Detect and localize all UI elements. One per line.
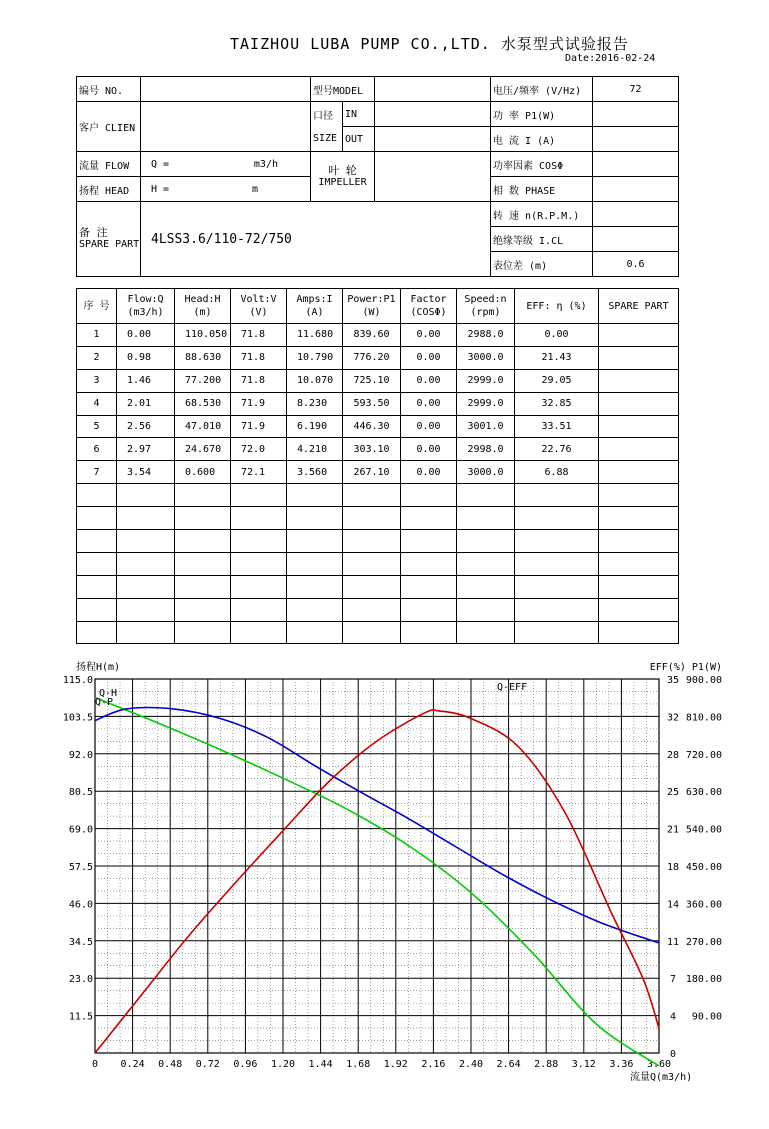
insulation-value xyxy=(593,227,679,252)
table-cell: 0.00 xyxy=(401,415,457,438)
y-eff-tick-label: 21 xyxy=(666,824,680,836)
table-cell xyxy=(287,575,343,598)
model-label: 型号MODEL xyxy=(311,77,375,102)
gauge-value: 0.6 xyxy=(593,252,679,277)
table-cell: 0.00 xyxy=(401,346,457,369)
x-tick-label: 3.36 xyxy=(609,1059,634,1070)
table-cell xyxy=(77,552,117,575)
y-eff-tick-label: 14 xyxy=(666,899,680,911)
table-cell xyxy=(77,598,117,621)
table-cell: 72.0 xyxy=(231,438,287,461)
pf-label: 功率因素 COSΦ xyxy=(491,152,593,177)
y-power-tick-label: 90.00 xyxy=(691,1011,722,1023)
x-tick-label: 2.40 xyxy=(458,1059,484,1070)
table-cell xyxy=(599,415,679,438)
x-tick-label: 1.20 xyxy=(270,1059,296,1070)
curve-label-head: Q-H xyxy=(99,688,118,699)
table-cell xyxy=(457,621,515,644)
y-eff-tick-label: 32 xyxy=(666,712,680,724)
table-cell xyxy=(117,484,175,507)
table-cell: 68.530 xyxy=(175,392,231,415)
head-label: 扬程 HEAD xyxy=(77,177,141,202)
remarks-label xyxy=(77,202,141,277)
y-power-tick-label: 540.00 xyxy=(685,824,722,836)
x-tick-label: 1.44 xyxy=(308,1059,333,1070)
y-power-tick-label: 450.00 xyxy=(685,862,722,873)
table-cell xyxy=(457,575,515,598)
table-cell: 77.200 xyxy=(175,369,231,392)
y-right-label: EFF(%) P1(W) xyxy=(649,662,722,673)
report-title: TAIZHOU LUBA PUMP CO.,LTD. 水泵型式试验报告 xyxy=(230,35,629,53)
table-cell: 33.51 xyxy=(515,415,599,438)
info-table xyxy=(76,76,679,277)
table-cell xyxy=(77,621,117,644)
table-cell: 2998.0 xyxy=(457,438,515,461)
col-header: Factor (COSΦ) xyxy=(401,289,457,324)
table-cell xyxy=(599,438,679,461)
table-cell: 839.60 xyxy=(343,324,401,347)
speed-value xyxy=(593,202,679,227)
y-power-tick-label: 270.00 xyxy=(685,936,722,948)
empty-row xyxy=(77,530,679,553)
table-cell xyxy=(457,530,515,553)
table-cell xyxy=(287,530,343,553)
no-value xyxy=(141,77,311,102)
gauge-label: 表位差 (m) xyxy=(491,252,593,277)
table-header-row xyxy=(77,289,679,324)
x-tick-label: 2.88 xyxy=(534,1059,559,1070)
table-cell: 1.46 xyxy=(117,369,175,392)
table-row xyxy=(77,438,679,461)
empty-row xyxy=(77,484,679,507)
table-cell: 3001.0 xyxy=(457,415,515,438)
y-eff-tick-label: 18 xyxy=(666,862,680,873)
table-cell: 0.00 xyxy=(515,324,599,347)
table-cell xyxy=(343,552,401,575)
x-tick-label: 3.60 xyxy=(646,1059,672,1070)
table-cell xyxy=(287,598,343,621)
impeller-value xyxy=(375,152,491,202)
y-eff-tick-label: 4 xyxy=(669,1011,677,1023)
y-power-tick-label: 900.00 xyxy=(685,675,722,686)
table-cell: 1 xyxy=(77,324,117,347)
y-left-tick-label: 34.5 xyxy=(68,936,93,948)
y-eff-tick-label: 28 xyxy=(666,749,680,761)
col-header: SPARE PART xyxy=(599,289,679,324)
table-cell xyxy=(175,484,231,507)
table-cell: 776.20 xyxy=(343,346,401,369)
current-label: 电 流 I (A) xyxy=(491,127,593,152)
table-cell xyxy=(287,484,343,507)
table-cell: 2999.0 xyxy=(457,392,515,415)
table-cell xyxy=(401,507,457,530)
table-cell xyxy=(401,530,457,553)
table-cell xyxy=(343,484,401,507)
remarks-label-bottom: SPARE PART xyxy=(79,239,140,250)
model-value xyxy=(375,77,491,102)
table-cell xyxy=(175,530,231,553)
table-cell: 71.9 xyxy=(231,415,287,438)
table-cell: 0.00 xyxy=(117,324,175,347)
table-cell xyxy=(77,530,117,553)
table-cell: 71.9 xyxy=(231,392,287,415)
table-cell: 10.070 xyxy=(287,369,343,392)
curve-label-eff: Q-EFF xyxy=(497,682,528,693)
table-cell: 725.10 xyxy=(343,369,401,392)
table-cell: 2.97 xyxy=(117,438,175,461)
table-cell xyxy=(117,575,175,598)
table-cell xyxy=(231,552,287,575)
table-cell: 10.790 xyxy=(287,346,343,369)
x-tick-label: 2.64 xyxy=(496,1059,521,1070)
table-cell xyxy=(515,552,599,575)
y-eff-tick-label: 25 xyxy=(666,787,680,799)
table-cell xyxy=(175,552,231,575)
table-cell: 3.54 xyxy=(117,461,175,484)
y-power-tick-label: 180.00 xyxy=(685,974,722,986)
table-cell: 2999.0 xyxy=(457,369,515,392)
client-label: 客户 CLIEN xyxy=(77,102,141,152)
insulation-label: 绝缘等级 I.CL xyxy=(491,227,593,252)
flow-symbol: Q = xyxy=(151,158,170,170)
table-cell: 71.8 xyxy=(231,369,287,392)
table-cell xyxy=(515,575,599,598)
table-cell: 2988.0 xyxy=(457,324,515,347)
table-row xyxy=(77,461,679,484)
pf-value xyxy=(593,152,679,177)
table-cell: 0.00 xyxy=(401,438,457,461)
table-cell: 267.10 xyxy=(343,461,401,484)
table-cell: 2 xyxy=(77,346,117,369)
x-tick-label: 0.48 xyxy=(158,1059,183,1070)
out-label: OUT xyxy=(343,127,375,152)
table-cell xyxy=(457,484,515,507)
table-cell xyxy=(77,575,117,598)
table-cell: 11.680 xyxy=(287,324,343,347)
speed-label: 转 速 n(R.P.M.) xyxy=(491,202,593,227)
curve-label-power: Q-P xyxy=(95,697,114,708)
table-cell xyxy=(287,621,343,644)
table-cell xyxy=(231,507,287,530)
head-symbol: H = xyxy=(151,183,170,195)
table-cell: 6.190 xyxy=(287,415,343,438)
y-power-tick-label: 360.00 xyxy=(685,899,722,911)
remarks-value: 4LSS3.6/110-72/750 xyxy=(141,202,491,277)
table-cell xyxy=(117,507,175,530)
no-label: 编号 NO. xyxy=(77,77,141,102)
table-cell xyxy=(175,575,231,598)
table-cell xyxy=(599,346,679,369)
y-eff-tick-label: 11 xyxy=(666,936,680,948)
x-tick-label: 1.92 xyxy=(383,1059,408,1070)
in-value xyxy=(375,102,491,127)
table-cell xyxy=(515,507,599,530)
table-cell xyxy=(175,598,231,621)
phase-value xyxy=(593,177,679,202)
table-cell: 2.01 xyxy=(117,392,175,415)
flow-label: 流量 FLOW xyxy=(77,152,141,177)
x-tick-label: 0.96 xyxy=(233,1059,258,1070)
table-cell xyxy=(343,598,401,621)
empty-row xyxy=(77,507,679,530)
y-eff-tick-label: 35 xyxy=(666,675,680,686)
table-cell xyxy=(401,552,457,575)
head-unit: m xyxy=(251,183,258,195)
table-cell: 8.230 xyxy=(287,392,343,415)
table-row xyxy=(77,324,679,347)
y-left-tick-label: 103.5 xyxy=(62,712,93,724)
table-cell xyxy=(231,621,287,644)
table-cell xyxy=(343,621,401,644)
table-cell xyxy=(343,507,401,530)
test-data-table xyxy=(76,288,679,644)
flow-field xyxy=(141,152,311,177)
table-cell: 4 xyxy=(77,392,117,415)
remarks-label-top: 备 注 xyxy=(79,226,108,239)
size-label-top: 口径 xyxy=(311,102,343,127)
power-value xyxy=(593,102,679,127)
table-cell: 3000.0 xyxy=(457,461,515,484)
table-cell: 32.85 xyxy=(515,392,599,415)
table-cell xyxy=(515,530,599,553)
table-cell xyxy=(77,507,117,530)
table-cell: 303.10 xyxy=(343,438,401,461)
y-left-tick-label: 115.0 xyxy=(62,675,93,686)
table-cell xyxy=(231,484,287,507)
table-cell xyxy=(515,621,599,644)
table-cell: 2.56 xyxy=(117,415,175,438)
table-cell xyxy=(401,484,457,507)
table-cell: 0.00 xyxy=(401,461,457,484)
table-cell xyxy=(599,369,679,392)
table-cell: 47.010 xyxy=(175,415,231,438)
y-eff-tick-label: 7 xyxy=(669,974,677,986)
y-left-tick-label: 57.5 xyxy=(68,862,93,873)
table-cell: 72.1 xyxy=(231,461,287,484)
y-left-tick-label: 11.5 xyxy=(68,1011,93,1023)
table-cell: 3 xyxy=(77,369,117,392)
table-cell xyxy=(599,484,679,507)
table-cell xyxy=(117,552,175,575)
table-cell xyxy=(457,598,515,621)
table-cell: 24.670 xyxy=(175,438,231,461)
voltage-value: 72 xyxy=(593,77,679,102)
table-cell xyxy=(457,552,515,575)
y-left-tick-label: 46.0 xyxy=(68,899,93,911)
x-tick-label: 2.16 xyxy=(421,1059,446,1070)
x-tick-label: 0.72 xyxy=(195,1059,220,1070)
col-header: Volt:V (V) xyxy=(231,289,287,324)
empty-row xyxy=(77,598,679,621)
col-header: Amps:I (A) xyxy=(287,289,343,324)
power-label: 功 率 P1(W) xyxy=(491,102,593,127)
table-cell xyxy=(287,552,343,575)
col-header: Speed:n (rpm) xyxy=(457,289,515,324)
table-cell xyxy=(401,598,457,621)
col-header: 序 号 xyxy=(77,289,117,324)
table-cell xyxy=(401,621,457,644)
size-label-bottom: SIZE xyxy=(311,127,343,152)
current-value xyxy=(593,127,679,152)
table-cell xyxy=(117,621,175,644)
table-cell xyxy=(231,598,287,621)
table-cell xyxy=(515,484,599,507)
table-cell xyxy=(599,552,679,575)
col-header: Power:P1 (W) xyxy=(343,289,401,324)
table-cell: 4.210 xyxy=(287,438,343,461)
table-cell xyxy=(599,530,679,553)
x-tick-label: 1.68 xyxy=(346,1059,371,1070)
table-cell: 0.00 xyxy=(401,369,457,392)
table-cell xyxy=(343,530,401,553)
x-tick-label: 3.12 xyxy=(571,1059,596,1070)
table-cell xyxy=(457,507,515,530)
y-left-tick-label: 92.0 xyxy=(68,749,93,761)
table-cell: 6.88 xyxy=(515,461,599,484)
head-field xyxy=(141,177,311,202)
empty-row xyxy=(77,575,679,598)
table-cell: 71.8 xyxy=(231,324,287,347)
table-cell: 7 xyxy=(77,461,117,484)
client-value xyxy=(141,102,311,152)
table-cell xyxy=(515,598,599,621)
y-eff-tick-label: 0 xyxy=(669,1049,677,1060)
table-cell xyxy=(599,621,679,644)
table-cell xyxy=(231,575,287,598)
table-row xyxy=(77,415,679,438)
table-cell: 110.050 xyxy=(175,324,231,347)
table-cell: 593.50 xyxy=(343,392,401,415)
table-row xyxy=(77,346,679,369)
y-power-tick-label: 810.00 xyxy=(685,712,722,724)
table-cell: 6 xyxy=(77,438,117,461)
table-cell xyxy=(599,392,679,415)
table-row xyxy=(77,369,679,392)
x-tick-label: 0 xyxy=(91,1059,99,1070)
table-cell xyxy=(599,598,679,621)
x-label: 流量Q(m3/h) xyxy=(630,1072,693,1083)
table-cell: 88.630 xyxy=(175,346,231,369)
table-cell: 3000.0 xyxy=(457,346,515,369)
impeller-label-top: 叶 轮 xyxy=(328,163,357,177)
table-cell xyxy=(599,324,679,347)
performance-chart xyxy=(0,659,769,1129)
col-header: EFF: η (%) xyxy=(515,289,599,324)
y-left-label: 扬程H(m) xyxy=(76,662,121,673)
table-cell: 5 xyxy=(77,415,117,438)
table-cell: 29.05 xyxy=(515,369,599,392)
table-cell xyxy=(231,530,287,553)
empty-row xyxy=(77,621,679,644)
table-row xyxy=(77,392,679,415)
table-cell xyxy=(117,530,175,553)
empty-row xyxy=(77,552,679,575)
table-cell: 0.600 xyxy=(175,461,231,484)
table-cell xyxy=(343,575,401,598)
table-cell xyxy=(175,507,231,530)
col-header: Head:H (m) xyxy=(175,289,231,324)
table-cell xyxy=(287,507,343,530)
table-cell: 3.560 xyxy=(287,461,343,484)
table-cell: 21.43 xyxy=(515,346,599,369)
table-cell xyxy=(401,575,457,598)
y-left-tick-label: 80.5 xyxy=(68,787,93,799)
y-left-tick-label: 23.0 xyxy=(68,974,93,986)
impeller-label-bottom: IMPELLER xyxy=(318,176,367,188)
table-cell: 0.00 xyxy=(401,392,457,415)
col-header: Flow:Q (m3/h) xyxy=(117,289,175,324)
table-cell xyxy=(599,461,679,484)
y-left-tick-label: 69.0 xyxy=(68,824,93,836)
table-cell xyxy=(599,575,679,598)
phase-label: 相 数 PHASE xyxy=(491,177,593,202)
table-cell xyxy=(117,598,175,621)
y-power-tick-label: 720.00 xyxy=(685,749,722,761)
flow-unit: m3/h xyxy=(253,158,278,170)
table-cell: 22.76 xyxy=(515,438,599,461)
table-cell: 0.00 xyxy=(401,324,457,347)
curve-q-h xyxy=(95,698,659,1067)
table-cell: 0.98 xyxy=(117,346,175,369)
table-cell xyxy=(175,621,231,644)
y-power-tick-label: 630.00 xyxy=(685,787,722,799)
in-label: IN xyxy=(343,102,375,127)
table-cell xyxy=(599,507,679,530)
table-cell xyxy=(77,484,117,507)
out-value xyxy=(375,127,491,152)
report-date: Date:2016-02-24 xyxy=(565,53,656,64)
x-tick-label: 0.24 xyxy=(120,1059,145,1070)
impeller-label xyxy=(311,152,375,202)
voltage-label: 电压/频率 (V/Hz) xyxy=(491,77,593,102)
table-cell: 446.30 xyxy=(343,415,401,438)
table-cell: 71.8 xyxy=(231,346,287,369)
